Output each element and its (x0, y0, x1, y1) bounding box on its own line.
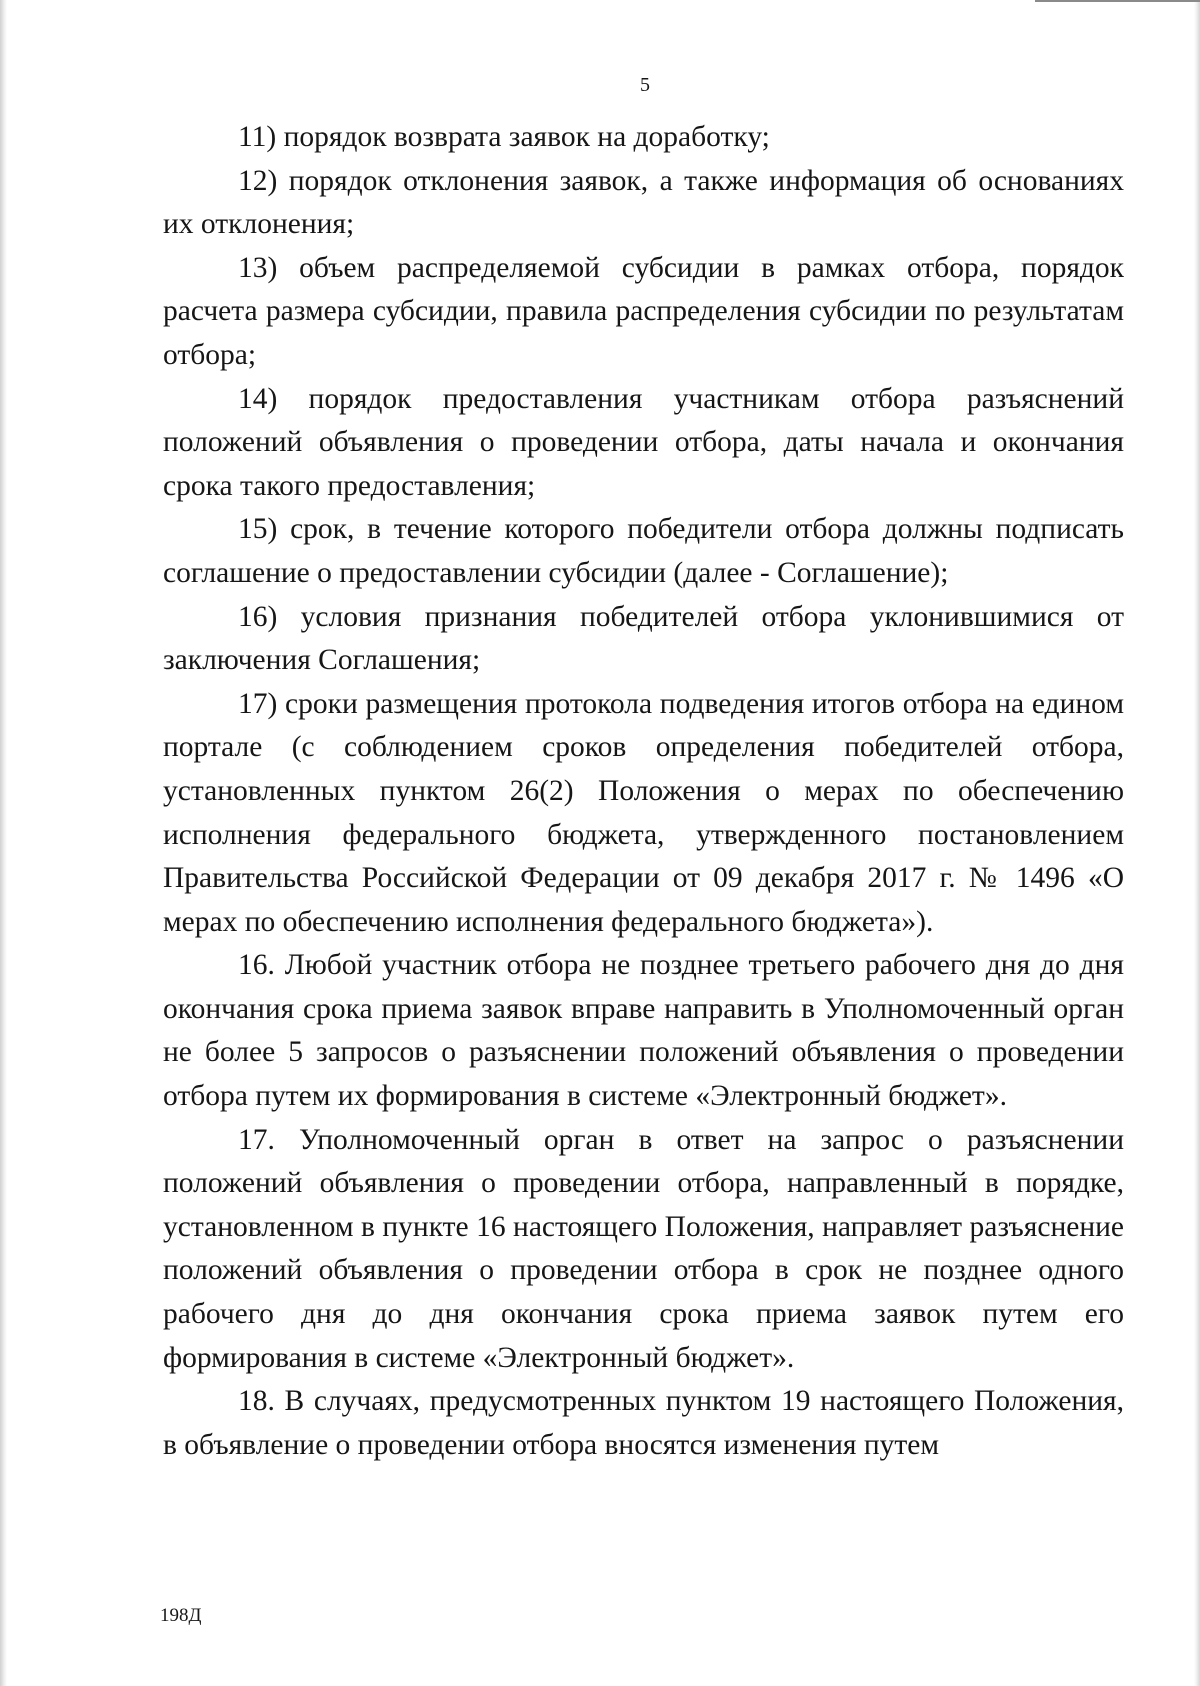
document-body (163, 116, 1124, 1467)
paragraph-item-14: 14) порядок предоставления участникам отбора разъяснений положений объявления о проведении отбора, даты начала и окончания срока такого предоставления; (163, 382, 1124, 502)
scan-edge-left (0, 0, 7, 1686)
paragraph-section-18: 18. В случаях, предусмотренных пунктом 19 настоящего Положения, в объявление о проведении отбора вносятся изменения путем (163, 1385, 1124, 1461)
paragraph-item-13: 13) объем распределяемой субсидии в рамках отбора, порядок расчета размера субсидии, правила распределения субсидии по результатам отбора; (163, 251, 1124, 371)
page-number: 5 (640, 74, 650, 96)
scan-edge-right (1194, 0, 1200, 1686)
paragraph-section-16: 16. Любой участник отбора не позднее третьего рабочего дня до дня окончания срока приема заявок вправе направить в Уполномоченный орган не более 5 запросов о разъяснении положений объявления о проведении отбора путем их формирования в системе «Электронный бюджет». (163, 949, 1124, 1113)
paragraph-item-16: 16) условия признания победителей отбора уклонившимися от заключения Соглашения; (163, 600, 1124, 677)
top-rule (1035, 0, 1200, 2)
paragraph-item-11: 11) порядок возврата заявок на доработку; (238, 121, 770, 153)
paragraph-item-12: 12) порядок отклонения заявок, а также информация об основаниях их отклонения; (163, 164, 1124, 241)
footer-document-code: 198Д (160, 1605, 202, 1626)
paragraph-section-17: 17. Уполномоченный орган в ответ на запрос о разъяснении положений объявления о проведении отбора, направленный в порядке, установленном в пункте 16 настоящего Положения, направляет разъяснение положений объявления о проведении отбора в срок не позднее одного рабочего дня до дня окончания срока приема заявок путем его формирования в системе «Электронный бюджет». (163, 1123, 1124, 1374)
paragraph-item-15: 15) срок, в течение которого победители отбора должны подписать соглашение о предоставлении субсидии (далее - Соглашение); (163, 513, 1124, 589)
paragraph-item-17: 17) сроки размещения протокола подведения итогов отбора на едином портале (с соблюдением сроков определения победителей отбора, установленных пунктом 26(2) Положения о мерах по обеспечению исполнения федерального бюджета, утвержденного постановлением Правительства Российской Федерации от 09 декабря 2017 г. № 1496 «О мерах по обеспечению исполнения федерального бюджета»). (163, 687, 1124, 938)
